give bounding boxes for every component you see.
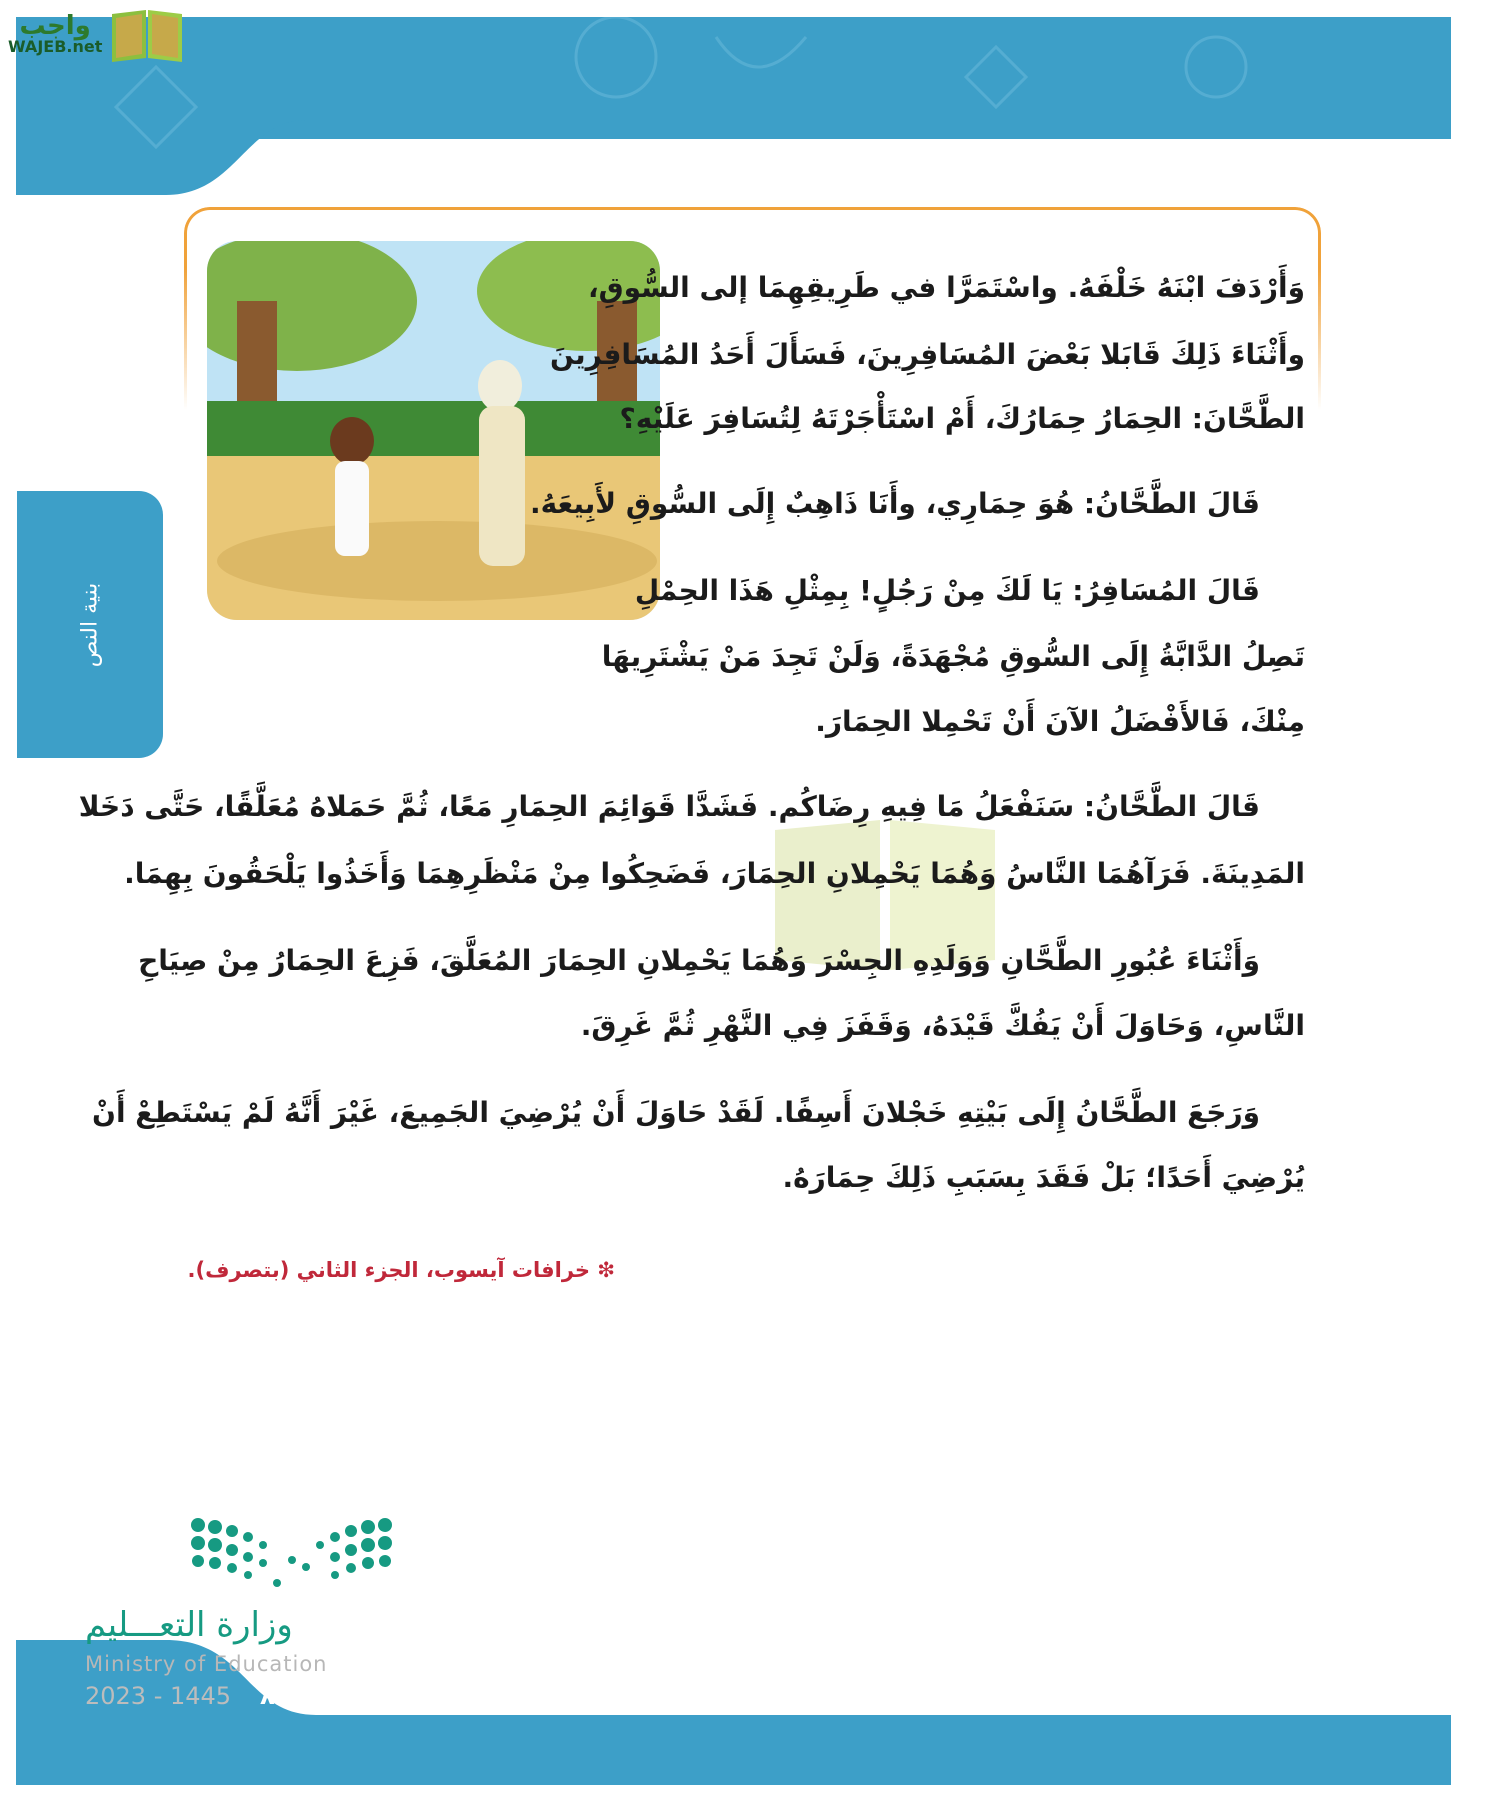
text-line: وَأَرْدَفَ ابْنَهُ خَلْفَهُ. واسْتَمَرَّا في طَرِيقِهِمَا إلى السُّوقِ،	[587, 271, 1305, 304]
text-line: تَصِلُ الدَّابَّةُ إِلَى السُّوقِ مُجْهَدَةً، وَلَنْ تَجِدَ مَنْ يَشْتَرِيهَا	[601, 640, 1305, 673]
section-label: بنية النص	[77, 582, 103, 667]
header-curve	[16, 17, 1451, 197]
text-line: وَأَثْنَاءَ عُبُورِ الطَّحَّانِ وَوَلَدِهِ الجِسْرَ وَهُمَا يَحْمِلانِ الحِمَارَ المُعَلَّقَ، فَزِعَ الحِمَارُ مِنْ صِيَاحِ	[138, 944, 1260, 977]
text-line: قَالَ المُسَافِرُ: يَا لَكَ مِنْ رَجُلٍ! بِمِثْلِ هَذَا الحِمْلِ	[634, 574, 1260, 607]
page-number: ٨٥	[260, 1682, 290, 1710]
ministry-name-arabic: وزارة التعـــليم	[85, 1605, 293, 1645]
ministry-name-english: Ministry of Education	[85, 1652, 328, 1676]
text-line: قَالَ الطَّحَّانُ: سَنَفْعَلُ مَا فِيهِ رِضَاكُم. فَشَدَّا قَوَائِمَ الحِمَارِ مَعًا، ثُمَّ حَمَلاهُ مُعَلَّقًا، حَتَّى دَخَلا	[78, 790, 1260, 823]
text-line: قَالَ الطَّحَّانُ: هُوَ حِمَارِي، وأَنَا ذَاهِبٌ إِلَى السُّوقِ لأَبِيعَهُ.	[529, 487, 1260, 520]
logo-arabic: واجب	[19, 11, 91, 41]
book-icon	[108, 6, 186, 62]
text-line: يُرْضِيَ أَحَدًا؛ بَلْ فَقَدَ بِسَبَبِ ذَلِكَ حِمَارَهُ.	[782, 1161, 1305, 1194]
ministry-year: 2023 - 1445	[85, 1682, 232, 1710]
text-line: النَّاسِ، وَحَاوَلَ أَنْ يَفُكَّ قَيْدَهُ، وَقَفَزَ فِي النَّهْرِ ثُمَّ غَرِقَ.	[580, 1009, 1305, 1042]
section-side-tab	[17, 491, 163, 758]
source-text: خرافات آيسوب، الجزء الثاني (بتصرف).	[187, 1258, 591, 1282]
logo-english: WAJEB.net	[8, 37, 103, 56]
text-line: المَدِينَةَ. فَرَآهُمَا النَّاسُ وَهُمَا يَحْمِلانِ الحِمَارَ، فَضَحِكُوا مِنْ مَنْظَرِهِمَا وَأَخَذُوا يَلْحَقُونَ بِهِمَا.	[124, 857, 1305, 890]
text-line: مِنْكَ، فَالأَفْضَلُ الآنَ أَنْ تَحْمِلا الحِمَارَ.	[815, 705, 1305, 738]
text-line: وأَثْنَاءَ ذَلِكَ قَابَلا بَعْضَ المُسَافِرِينَ، فَسَأَلَ أَحَدُ المُسَافِرِينَ	[549, 338, 1305, 371]
source-citation	[188, 1258, 615, 1282]
text-line: الطَّحَّانَ: الحِمَارُ حِمَارُكَ، أَمْ اسْتَأْجَرْتَهُ لِتُسَافِرَ عَلَيْهِ؟	[619, 402, 1305, 435]
wajeb-logo	[8, 6, 186, 62]
asterisk-flower-icon: ❇	[590, 1258, 615, 1282]
text-line: وَرَجَعَ الطَّحَّانُ إِلَى بَيْتِهِ خَجْلانَ أَسِفًا. لَقَدْ حَاوَلَ أَنْ يُرْضِيَ الجَمِيعَ، غَيْرَ أَنَّهُ لَمْ يَسْتَطِعْ أَنْ	[92, 1096, 1260, 1129]
ministry-logo-dots	[80, 1515, 420, 1605]
